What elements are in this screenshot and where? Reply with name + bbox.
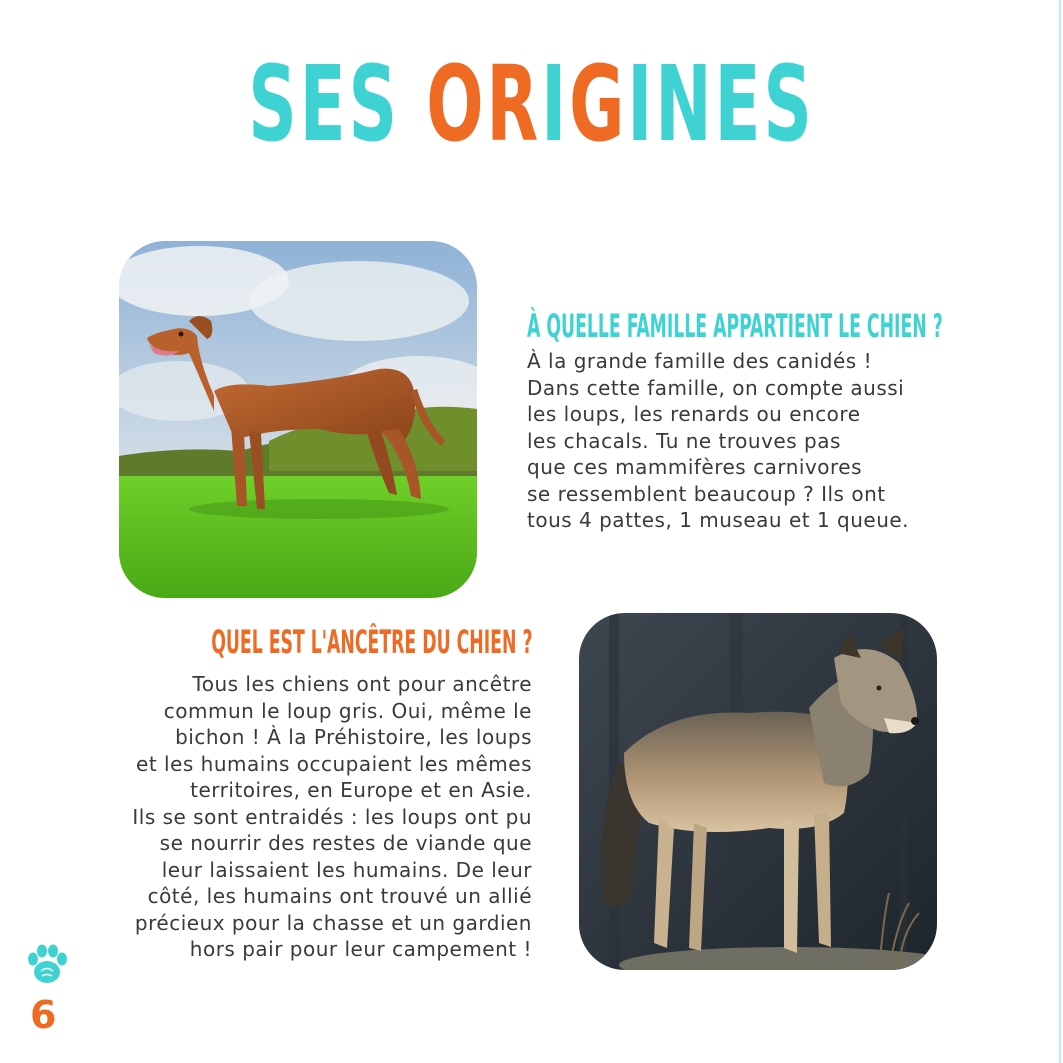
text-line: côté, les humains ont trouvé un allié: [147, 884, 532, 908]
text-line: À la grande famille des canidés !: [527, 349, 873, 373]
section2-text: [132, 671, 532, 963]
wolf-photo: [579, 613, 937, 970]
text-line: les chacals. Tu ne trouves pas: [527, 428, 841, 453]
text-line: commun le loup gris. Oui, même le: [163, 698, 532, 723]
title-part: OR: [426, 43, 542, 165]
text-line: tous 4 pattes, 1 museau et 1 queue.: [527, 508, 910, 532]
title-part: NES: [655, 43, 815, 165]
page-title: [149, 43, 914, 165]
text-line: leur laissaient les humains. De leur: [161, 857, 532, 882]
section2-heading: QUEL EST L'ANCÊTRE DU CHIEN ?: [210, 623, 532, 661]
page-number: 6: [30, 993, 57, 1037]
text-line: précieux pour la chasse et un gardien: [134, 910, 532, 935]
text-line: que ces mammifères carnivores: [527, 455, 863, 479]
section1-text: [527, 348, 909, 534]
text-line: bichon ! À la Préhistoire, les loups: [175, 725, 532, 749]
text-line: se nourrir des restes de viande que: [159, 831, 532, 855]
title-part: G: [569, 43, 628, 165]
text-line: se ressemblent beaucoup ? Ils ont: [527, 481, 886, 506]
paw-icon: [27, 944, 67, 986]
dog-photo: [119, 241, 477, 598]
text-line: Tous les chiens ont pour ancêtre: [192, 672, 532, 696]
title-part: SES: [248, 43, 427, 165]
title-part: I: [627, 43, 656, 165]
text-line: Dans cette famille, on compte aussi: [527, 375, 905, 400]
text-line: hors pair pour leur campement !: [189, 937, 532, 961]
section1-heading: À QUELLE FAMILLE APPARTIENT LE CHIEN ?: [527, 307, 943, 345]
text-line: Ils se sont entraidés : les loups ont pu: [132, 804, 532, 829]
text-line: les loups, les renards ou encore: [527, 402, 861, 426]
text-line: territoires, en Europe et en Asie.: [190, 778, 532, 802]
text-line: et les humains occupaient les mêmes: [136, 751, 532, 776]
page-edge-line: [1059, 0, 1061, 1063]
title-part: I: [541, 43, 570, 165]
